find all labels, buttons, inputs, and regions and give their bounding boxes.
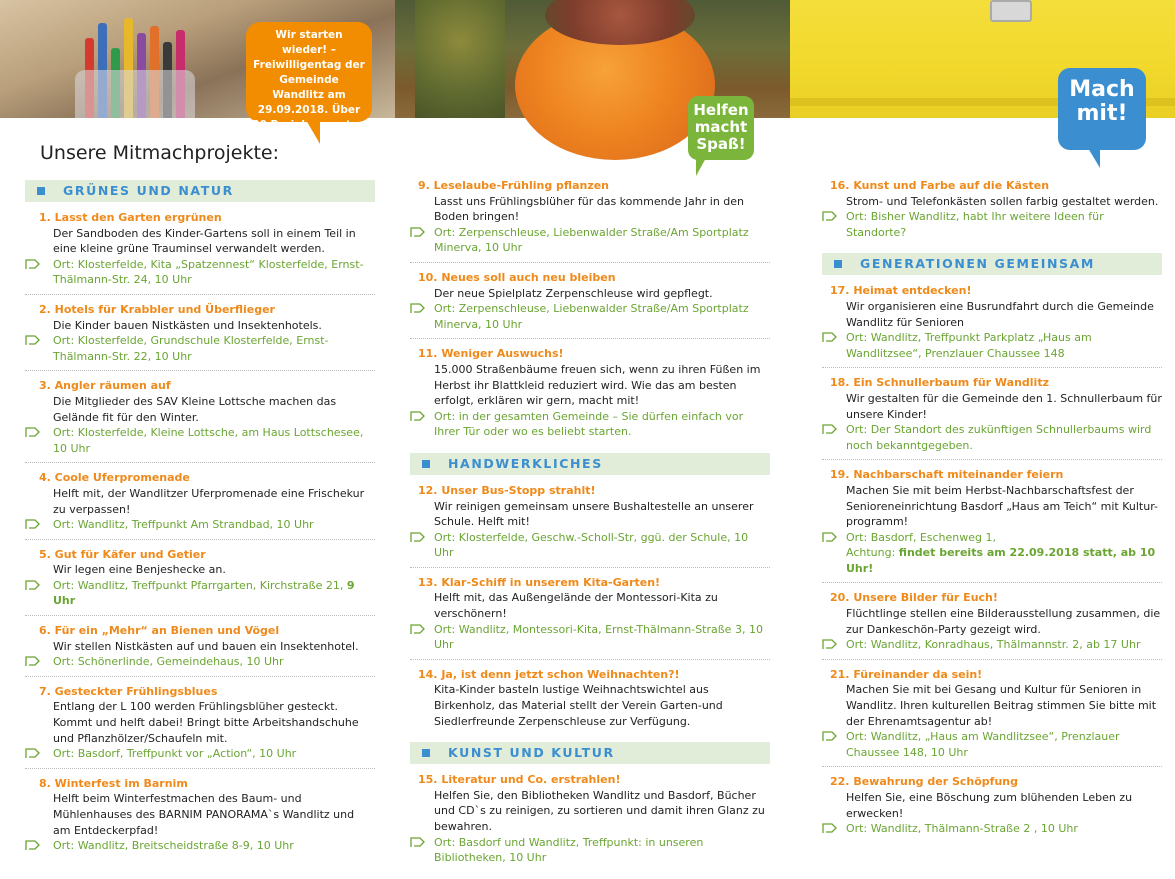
- project-item: [25, 547, 375, 616]
- project-description: Machen Sie mit beim Herbst-Nachbarschaftsfest der Senioreneinrichtung Basdorf „Haus am Teich“ mit Kultur-programm!: [846, 483, 1158, 529]
- project-description: Wir reinigen gemeinsam unsere Bushaltestelle an unserer Schule. Helft mit!: [434, 499, 754, 529]
- project-item: [822, 375, 1162, 460]
- project-title: 4. Coole Uferpromenade: [39, 471, 190, 485]
- project-title: 16. Kunst und Farbe auf die Kästen: [830, 179, 1050, 192]
- project-location: Ort: Schönerlinde, Gemeindehaus, 10 Uhr: [25, 654, 375, 670]
- project-item: [25, 210, 375, 295]
- section-header-gruenes: GRÜNES UND NATUR: [25, 180, 375, 202]
- project-title: 15. Literatur und Co. erstrahlen!: [418, 773, 621, 787]
- column-3: [822, 178, 1162, 850]
- flag-pointer-icon: [410, 302, 426, 314]
- latch: [990, 0, 1032, 22]
- project-location: Ort: Wandlitz, Treffpunkt Pfarrgarten, Kirchstraße 21, 9 Uhr: [25, 578, 375, 609]
- square-bullet-icon: [422, 749, 430, 757]
- project-title: 17. Heimat entdecken!: [830, 284, 972, 298]
- project-title: 12. Unser Bus-Stopp strahlt!: [418, 483, 596, 497]
- project-location: Ort: Wandlitz, Montessori-Kita, Ernst-Thälmann-Straße 3, 10 Uhr: [410, 622, 770, 653]
- project-description: Helfen Sie, eine Böschung zum blühenden Leben zu erwecken!: [846, 791, 1133, 820]
- project-item: [822, 667, 1162, 768]
- project-location: Ort: Wandlitz, Breitscheidstraße 8-9, 10 Uhr: [25, 838, 375, 854]
- project-location: Ort: Zerpenschleuse, Liebenwalder Straße/Am Sportplatz Minerva, 10 Uhr: [410, 301, 770, 332]
- project-title: 19. Nachbarschaft miteinander feiern: [830, 468, 1064, 482]
- project-description: Der neue Spielplatz Zerpenschleuse wird gepflegt.: [434, 286, 713, 300]
- project-item: [25, 302, 375, 371]
- flag-pointer-icon: [822, 638, 838, 650]
- project-description: Helft beim Winterfestmachen des Baum- und Mühlenhauses des BARNIM PANORAMA`s Wandlitz und am Entdeckerpfad!: [53, 792, 355, 837]
- flag-pointer-icon: [25, 426, 41, 438]
- project-description: Helfen Sie, den Bibliotheken Wandlitz und Basdorf, Bücher und CD`s zu reinigen, zu sortieren und damit ihren Glanz zu bewahren.: [434, 788, 765, 833]
- flag-pointer-icon: [410, 226, 426, 238]
- project-description: Wir gestalten für die Gemeinde den 1. Schnullerbaum für unsere Kinder!: [846, 391, 1162, 421]
- project-item: [822, 467, 1162, 583]
- project-description: Machen Sie mit bei Gesang und Kultur für Senioren in Wandlitz. Ihren kulturellen Beitrag stimmen Sie bitte mit der Ehrenamtsagentur ab!: [846, 683, 1157, 728]
- project-description: Wir legen eine Benjeshecke an.: [53, 563, 226, 577]
- project-location: Ort: Wandlitz, Treffpunkt Parkplatz „Haus am Wandlitzsee“, Prenzlauer Chaussee 148: [822, 330, 1162, 361]
- flag-pointer-icon: [410, 410, 426, 422]
- project-description: Wir stellen Nistkästen auf und bauen ein Insektenhotel.: [53, 639, 359, 653]
- project-item: [25, 623, 375, 677]
- flag-pointer-icon: [25, 518, 41, 530]
- project-description: Strom- und Telefonkästen sollen farbig gestaltet werden.: [846, 194, 1159, 208]
- flag-pointer-icon: [25, 579, 41, 591]
- project-location: Ort: Klosterfelde, Kita „Spatzennest“ Klosterfelde, Ernst-Thälmann-Str. 24, 10 Uhr: [25, 257, 375, 288]
- project-description: Entlang der L 100 werden Frühlingsblüher gesteckt. Kommt und helft dabei! Bringt bitte Arbeitshandschuhe und Pflanzhölzer/Schaufeln mit.: [53, 700, 359, 745]
- project-description: Kita-Kinder basteln lustige Weihnachtswichtel aus Birkenholz, das Material stellt der Verein Garten-und Siedlerfreunde Zerpenschleuse zur Verfügung.: [434, 683, 723, 728]
- project-title: 5. Gut für Käfer und Getier: [39, 547, 206, 561]
- project-title: 11. Weniger Auswuchs!: [418, 347, 564, 361]
- project-item: [25, 776, 375, 860]
- project-description: Helft mit, das Außengelände der Montessori-Kita zu verschönern!: [434, 591, 718, 621]
- project-item: [25, 470, 375, 539]
- project-description: Flüchtlinge stellen eine Bilderausstellung zusammen, die zur Dankeschön-Party gezeigt wird.: [846, 607, 1161, 636]
- square-bullet-icon: [834, 260, 842, 268]
- project-location: Ort: Basdorf, Eschenweg 1, Achtung: findet bereits am 22.09.2018 statt, ab 10 Uhr!: [822, 530, 1162, 577]
- project-location: Ort: Zerpenschleuse, Liebenwalder Straße/Am Sportplatz Minerva, 10 Uhr: [410, 225, 770, 256]
- project-title: 18. Ein Schnullerbaum für Wandlitz: [830, 376, 1049, 390]
- flag-pointer-icon: [822, 423, 838, 435]
- project-location: Ort: Der Standort des zukünftigen Schnullerbaums wird noch bekanntgegeben.: [822, 422, 1162, 453]
- project-title: 3. Angler räumen auf: [39, 379, 171, 393]
- project-location: Ort: Klosterfelde, Geschw.-Scholl-Str, ggü. der Schule, 10 Uhr: [410, 530, 770, 561]
- project-title: 1. Lasst den Garten ergrünen: [39, 211, 222, 224]
- project-location: Ort: Bisher Wandlitz, habt Ihr weitere Ideen für Standorte?: [822, 209, 1162, 240]
- project-description: Wir organisieren eine Busrundfahrt durch die Gemeinde Wandlitz für Senioren: [846, 299, 1154, 329]
- project-location: Ort: Wandlitz, Treffpunkt Am Strandbad, 10 Uhr: [25, 517, 375, 533]
- project-title: 14. Ja, ist denn jetzt schon Weihnachten?!: [418, 667, 680, 681]
- column-2: [410, 178, 770, 879]
- project-title: 6. Für ein „Mehr“ an Bienen und Vögel: [39, 624, 280, 638]
- project-title: 21. Füreinander da sein!: [830, 667, 983, 681]
- flag-pointer-icon: [410, 623, 426, 635]
- project-title: 8. Winterfest im Barnim: [39, 776, 188, 790]
- flag-pointer-icon: [25, 258, 41, 270]
- square-bullet-icon: [37, 187, 45, 195]
- column-1: [25, 178, 375, 867]
- project-title: 10. Neues soll auch neu bleiben: [418, 270, 616, 284]
- pencil-jar: [75, 70, 195, 118]
- section-header-handwerk: HANDWERKLICHES: [410, 453, 770, 475]
- section-header-kunst: KUNST UND KULTUR: [410, 742, 770, 764]
- flag-pointer-icon: [410, 531, 426, 543]
- project-title: 20. Unsere Bilder für Euch!: [830, 591, 998, 605]
- project-description: 15.000 Straßenbäume freuen sich, wenn zu ihren Füßen im Herbst ihr Blattkleid reduziert wird. Wie das am besten erfolgt, erklären wir gern, macht mit!: [434, 362, 761, 408]
- project-description: Helft mit, der Wandlitzer Uferpromenade eine Frischekur zu verpassen!: [53, 486, 365, 516]
- project-item: [410, 270, 770, 339]
- flag-pointer-icon: [410, 836, 426, 848]
- project-location: Ort: Basdorf und Wandlitz, Treffpunkt: in unseren Bibliotheken, 10 Uhr: [410, 835, 770, 866]
- project-item: [410, 575, 770, 660]
- project-location: Ort: Wandlitz, Konradhaus, Thälmannstr. 2, ab 17 Uhr: [822, 637, 1162, 653]
- project-title: 7. Gesteckter Frühlingsblues: [39, 684, 218, 698]
- project-item: [25, 378, 375, 463]
- flag-pointer-icon: [25, 747, 41, 759]
- project-location: Ort: Wandlitz, Thälmann-Straße 2 , 10 Uhr: [822, 821, 1162, 837]
- project-title: 9. Leselaube-Frühling pflanzen: [418, 179, 610, 192]
- project-item: [410, 483, 770, 568]
- project-item: [822, 590, 1162, 659]
- project-title: 22. Bewahrung der Schöpfung: [830, 775, 1018, 789]
- flag-pointer-icon: [822, 730, 838, 742]
- project-description: Der Sandboden des Kinder-Gartens soll in einem Teil in eine kleine grüne Trauminsel verwandelt werden.: [53, 226, 356, 256]
- flag-pointer-icon: [822, 331, 838, 343]
- announcement-bubble: Wir starten wieder! – Freiwilligentag der Gemeinde Wandlitz am 29.09.2018. Über 20 Projekte warten auf Euch!: [246, 22, 372, 122]
- project-location: Ort: Wandlitz, „Haus am Wandlitzsee“, Prenzlauer Chaussee 148, 10 Uhr: [822, 729, 1162, 760]
- project-item: [822, 774, 1162, 842]
- project-item: [410, 346, 770, 446]
- flag-pointer-icon: [822, 822, 838, 834]
- project-item: [410, 667, 770, 735]
- square-bullet-icon: [422, 460, 430, 468]
- flag-pointer-icon: [25, 839, 41, 851]
- project-item: [25, 684, 375, 769]
- project-location: Ort: Basdorf, Treffpunkt vor „Action“, 10 Uhr: [25, 746, 375, 762]
- page-title: Unsere Mitmachprojekte:: [40, 142, 280, 164]
- flag-pointer-icon: [25, 334, 41, 346]
- project-item: [410, 178, 770, 263]
- project-description: Die Kinder bauen Nistkästen und Insektenhotels.: [53, 318, 322, 332]
- flag-pointer-icon: [25, 655, 41, 667]
- project-description: Die Mitglieder des SAV Kleine Lottsche machen das Gelände fit für den Winter.: [53, 394, 337, 424]
- project-item: [822, 283, 1162, 368]
- project-item: [410, 772, 770, 872]
- flag-pointer-icon: [822, 531, 838, 543]
- mach-mit-bubble: Mach mit!: [1058, 68, 1146, 150]
- section-header-generationen: GENERATIONEN GEMEINSAM: [822, 253, 1162, 275]
- project-item: [822, 178, 1162, 246]
- project-location: Ort: Klosterfelde, Kleine Lottsche, am Haus Lottschesee, 10 Uhr: [25, 425, 375, 456]
- project-title: 2. Hotels für Krabbler und Überflieger: [39, 302, 275, 316]
- project-location: Ort: in der gesamten Gemeinde – Sie dürfen einfach vor Ihrer Tür oder wo es beliebt starten.: [410, 409, 770, 440]
- project-location: Ort: Klosterfelde, Grundschule Klosterfelde, Ernst-Thälmann-Str. 22, 10 Uhr: [25, 333, 375, 364]
- project-title: 13. Klar-Schiff in unserem Kita-Garten!: [418, 575, 661, 589]
- project-description: Lasst uns Frühlingsblüher für das kommende Jahr in den Boden bringen!: [434, 194, 745, 224]
- helfen-bubble: Helfen macht Spaß!: [688, 96, 754, 160]
- flag-pointer-icon: [822, 210, 838, 222]
